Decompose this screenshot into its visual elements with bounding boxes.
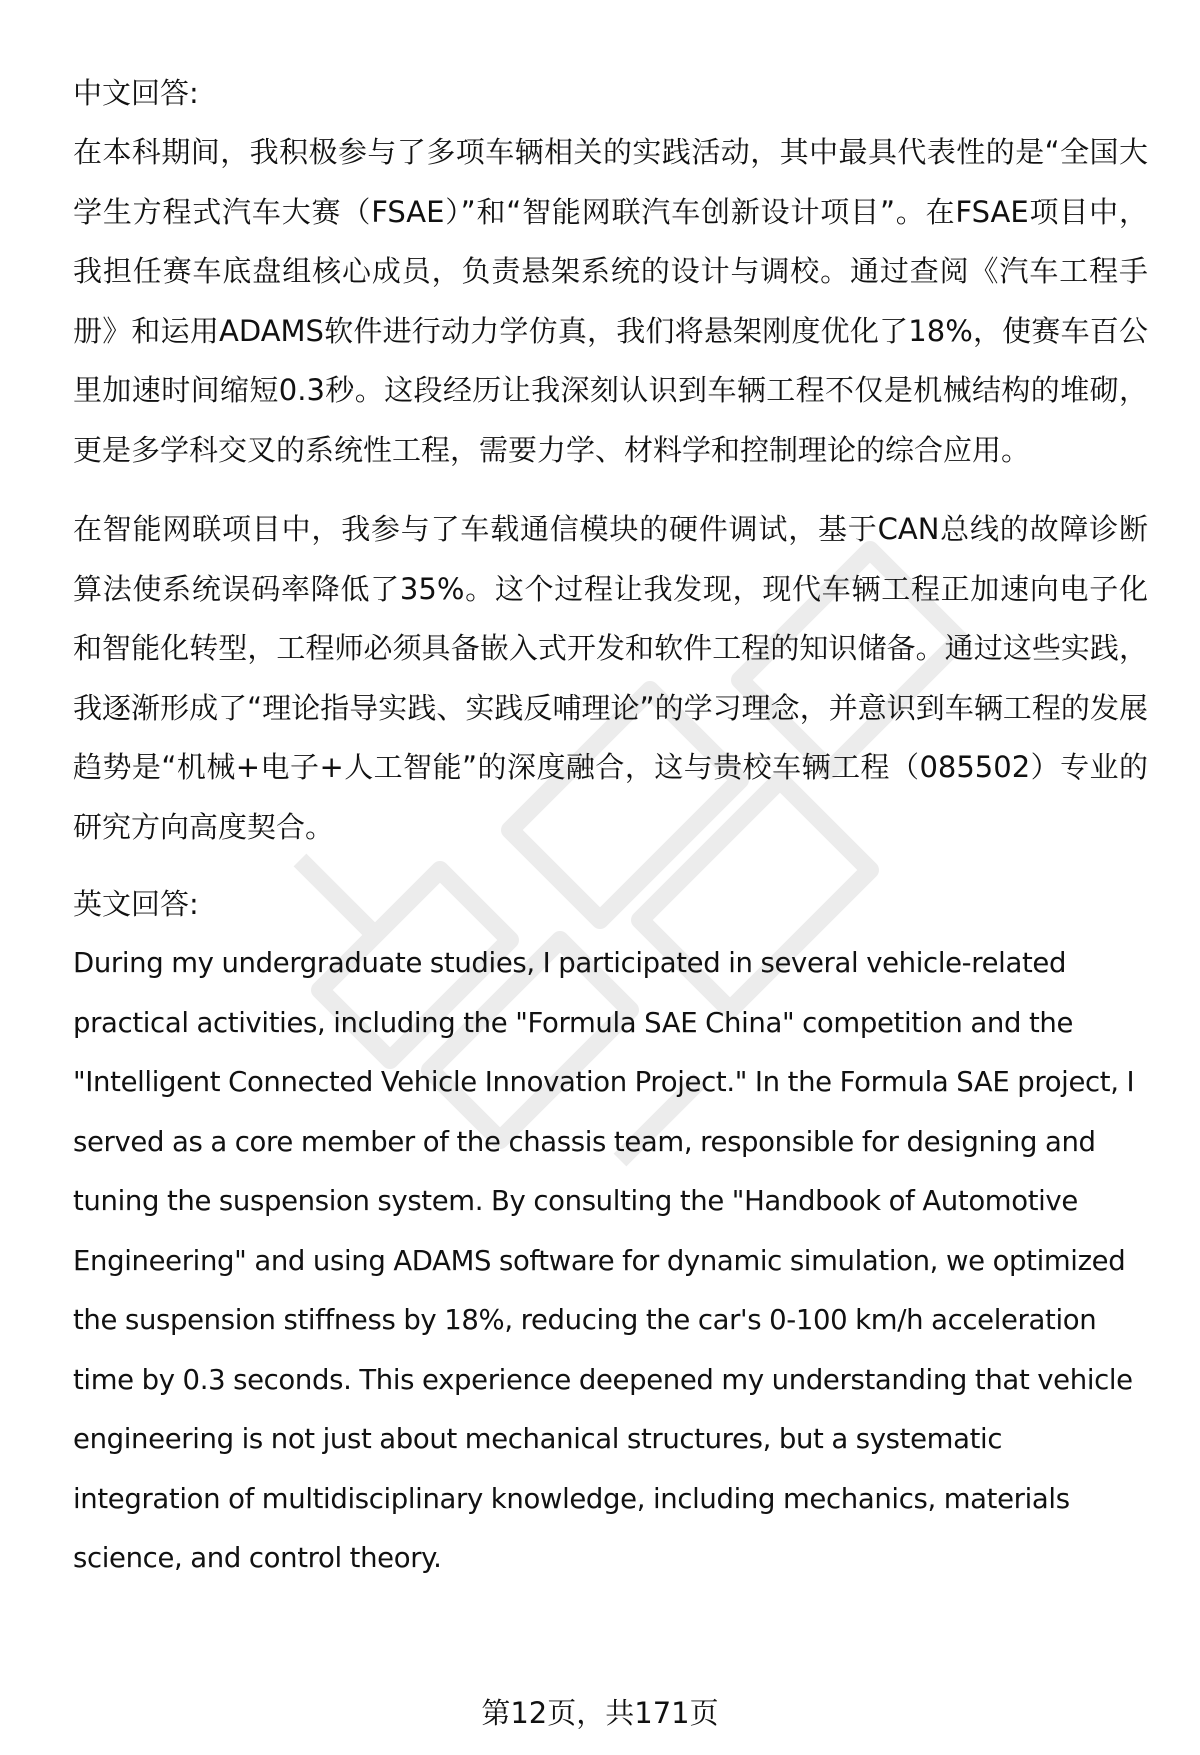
chinese-paragraph-2: 在智能网联项目中，我参与了车载通信模块的硬件调试，基于CAN总线的故障诊断算法使系统误码率降低了35%。这个过程让我发现，现代车辆工程正加速向电子化和智能化转型，工程师必须具备嵌入式开发和软件工程的知识储备。通过这些实践，我逐渐形成了“理论指导实践、实践反哺理论”的学习理念，并意识到车辆工程的发展趋势是“机械+电子+人工智能”的深度融合，这与贵校车辆工程（085502）专业的研究方向高度契合。 — [73, 512, 1148, 844]
page-number-footer: 第12页，共171页 — [481, 1696, 719, 1730]
english-answer-label: 英文回答: — [73, 887, 199, 921]
document-content — [73, 64, 1148, 1589]
chinese-paragraph-1: 在本科期间，我积极参与了多项车辆相关的实践活动，其中最具代表性的是“全国大学生方程式汽车大赛（FSAE）”和“智能网联汽车创新设计项目”。在FSAE项目中，我担任赛车底盘组核心成员，负责悬架系统的设计与调校。通过查阅《汽车工程手册》和运用ADAMS软件进行动力学仿真，我们将悬架刚度优化了18%，使赛车百公里加速时间缩短0.3秒。这段经历让我深刻认识到车辆工程不仅是机械结构的堆砌，更是多学科交叉的系统性工程，需要力学、材料学和控制理论的综合应用。 — [73, 135, 1148, 467]
chinese-answer-label: 中文回答: — [73, 76, 199, 110]
english-paragraph: During my undergraduate studies, I participated in several vehicle-related practical activities, including the "Formula SAE China" competition and the "Intelligent Connected Vehicle Innovation Project." In the Formula SAE project, I served as a core member of the chassis team, responsible for designing and tuning the suspension system. By consulting the "Handbook of Automotive Engineering" and using ADAMS software for dynamic simulation, we optimized the suspension stiffness by 18%, reducing the car's 0-100 km/h acceleration time by 0.3 seconds. This experience deepened my understanding that vehicle engineering is not just about mechanical structures, but a systematic integration of multidisciplinary knowledge, including mechanics, materials science, and control theory. — [73, 947, 1135, 1574]
